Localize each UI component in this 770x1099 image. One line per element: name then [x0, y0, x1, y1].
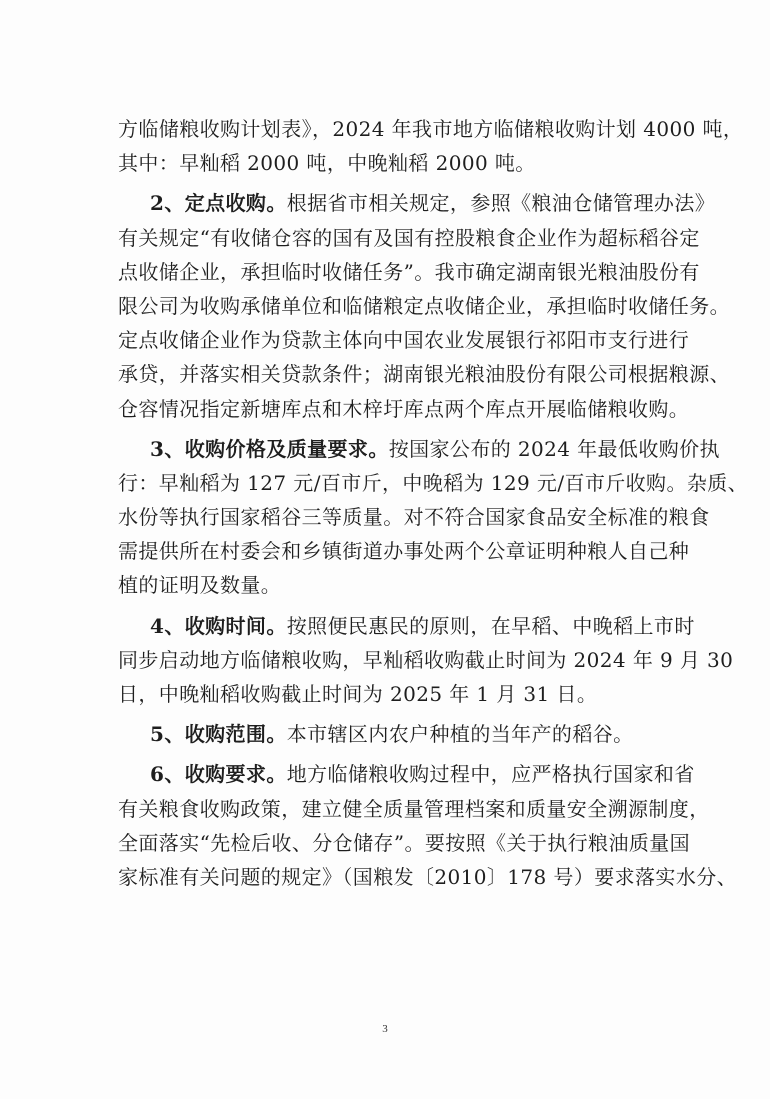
- paragraph-5-first-text: 本市辖区内农户种植的当年产的稻谷。: [286, 722, 634, 747]
- paragraph-5-heading: 5、收购范围。: [150, 722, 287, 747]
- paragraph-2-line-2: 有关规定“有收储仓容的国有及国有控股粮食企业作为超标稻谷定: [118, 225, 700, 250]
- paragraph-3-line-2: 行：早籼稻为 127 元/百市斤，中晚稻为 129 元/百市斤收购。杂质、: [118, 470, 749, 495]
- paragraph-2-line-5: 定点收储企业作为贷款主体向中国农业发展银行祁阳市支行进行: [118, 328, 690, 353]
- paragraph-5-first-line: [118, 717, 718, 751]
- paragraph-2-first-text: 根据省市相关规定，参照《粮油仓储管理办法》: [286, 191, 716, 216]
- paragraph-2-line-7: 仓容情况指定新塘库点和木梓圩库点两个库点开展临储粮收购。: [118, 396, 690, 421]
- paragraph-4-line-2: 同步启动地方临储粮收购，早籼稻收购截止时间为 2024 年 9 月 30: [118, 647, 734, 672]
- document-body: [118, 112, 749, 894]
- paragraph-2-line-3: 点收储企业，承担临时收储任务”。我市确定湖南银光粮油股份有: [118, 259, 700, 284]
- paragraph-3-line-3: 水份等执行国家稻谷三等质量。对不符合国家食品安全标准的粮食: [118, 505, 710, 530]
- paragraph-6-line-4: 家标准有关问题的规定》（国粮发〔2010〕178 号）要求落实水分、: [118, 864, 738, 889]
- paragraph-4-first-text: 按照便民惠民的原则，在早稻、中晚稻上市时: [286, 613, 695, 638]
- paragraph-6-first-line: [118, 757, 718, 791]
- paragraph-6-line-2: 有关粮食收购政策，建立健全质量管理档案和质量安全溯源制度，: [118, 796, 710, 821]
- paragraph-3-line-4: 需提供所在村委会和乡镇街道办事处两个公章证明种粮人自己种: [118, 539, 690, 564]
- paragraph-1-line-2: 其中：早籼稻 2000 吨，中晚籼稻 2000 吨。: [118, 151, 536, 176]
- paragraph-4-first-line: [118, 609, 718, 643]
- paragraph-3-heading: 3、收购价格及质量要求。: [150, 436, 389, 461]
- page-number: 3: [382, 1023, 388, 1035]
- paragraph-6-first-text: 地方临储粮收购过程中，应严格执行国家和省: [286, 762, 695, 787]
- paragraph-3-first-line: [118, 432, 718, 466]
- paragraph-4-line-3: 日，中晚籼稻收购截止时间为 2025 年 1 月 31 日。: [118, 682, 598, 706]
- paragraph-6-line-3: 全面落实“先检后收、分仓储存”。要按照《关于执行粮油质量国: [118, 830, 691, 855]
- paragraph-6-heading: 6、收购要求。: [150, 762, 287, 787]
- paragraph-2-line-4: 限公司为收购承储单位和临储粮定点收储企业，承担临时收储任务。: [118, 293, 730, 318]
- paragraph-2-first-line: [118, 186, 718, 220]
- paragraph-2-heading: 2、定点收购。: [150, 191, 287, 216]
- paragraph-4-heading: 4、收购时间。: [150, 613, 287, 638]
- paragraph-2-line-6: 承贷，并落实相关贷款条件；湖南银光粮油股份有限公司根据粮源、: [118, 362, 730, 387]
- paragraph-3-line-5: 植的证明及数量。: [118, 573, 282, 598]
- paragraph-3-first-text: 按国家公布的 2024 年最低收购价执: [388, 436, 720, 461]
- paragraph-1-line-1: 方临储粮收购计划表》，2024 年我市地方临储粮收购计划 4000 吨，: [118, 117, 744, 141]
